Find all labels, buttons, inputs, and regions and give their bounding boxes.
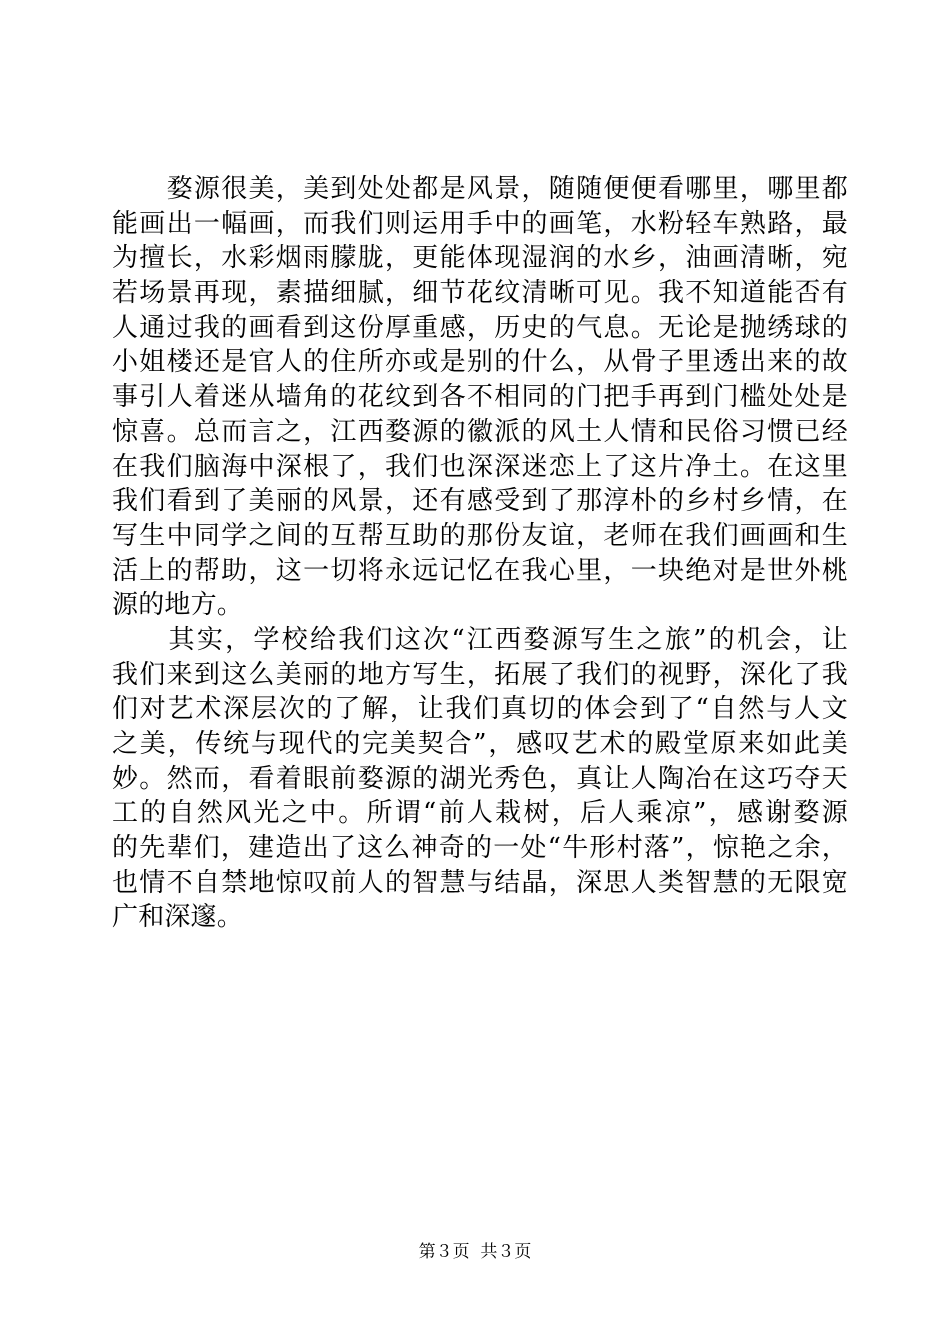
text-line: 事引人着迷从墙角的花纹到各不相同的门把手再到门槛处处是 <box>112 382 848 413</box>
text-line: 惊喜。总而言之，江西婺源的徽派的风土人情和民俗习惯已经 <box>112 416 848 447</box>
text-line: 活上的帮助，这一切将永远记忆在我心里，一块绝对是世外桃 <box>112 555 848 586</box>
text-line: 妙。然而，看着眼前婺源的湖光秀色，真让人陶冶在这巧夺天 <box>112 763 848 794</box>
text-line: 的先辈们，建造出了这么神奇的一处“牛形村落”，惊艳之余， <box>112 833 848 864</box>
text-line: 若场景再现，素描细腻，细节花纹清晰可见。我不知道能否有 <box>112 278 848 309</box>
text-line: 广和深邃。 <box>112 902 244 933</box>
text-line: 源的地方。 <box>112 590 244 621</box>
text-line: 婺源很美，美到处处都是风景，随随便便看哪里，哪里都 <box>112 174 848 204</box>
text-line: 小姐楼还是官人的住所亦或是别的什么，从骨子里透出来的故 <box>112 347 848 378</box>
text-line: 人通过我的画看到这份厚重感，历史的气息。无论是抛绣球的 <box>112 312 848 343</box>
text-line: 也情不自禁地惊叹前人的智慧与结晶，深思人类智慧的无限宽 <box>112 867 848 898</box>
body-text <box>112 172 848 935</box>
text-line: 其实，学校给我们这次“江西婺源写生之旅”的机会，让 <box>112 624 848 655</box>
text-line: 之美，传统与现代的完美契合”，感叹艺术的殿堂原来如此美 <box>112 729 848 759</box>
text-line: 我们看到了美丽的风景，还有感受到了那淳朴的乡村乡情，在 <box>112 486 848 517</box>
text-line: 们对艺术深层次的了解，让我们真切的体会到了“自然与人文 <box>112 694 848 725</box>
text-line: 在我们脑海中深根了，我们也深深迷恋上了这片净土。在这里 <box>112 451 848 482</box>
text-line: 为擅长，水彩烟雨朦胧，更能体现湿润的水乡，油画清晰，宛 <box>112 243 848 274</box>
page-number-footer: 第３页 共３页 <box>418 1242 532 1262</box>
text-line: 能画出一幅画，而我们则运用手中的画笔，水粉轻车熟路，最 <box>112 208 848 239</box>
text-line: 工的自然风光之中。所谓“前人栽树，后人乘凉”，感谢婺源 <box>112 798 848 829</box>
text-line: 我们来到这么美丽的地方写生，拓展了我们的视野，深化了我 <box>112 659 848 690</box>
text-line: 写生中同学之间的互帮互助的那份友谊，老师在我们画画和生 <box>112 520 848 551</box>
